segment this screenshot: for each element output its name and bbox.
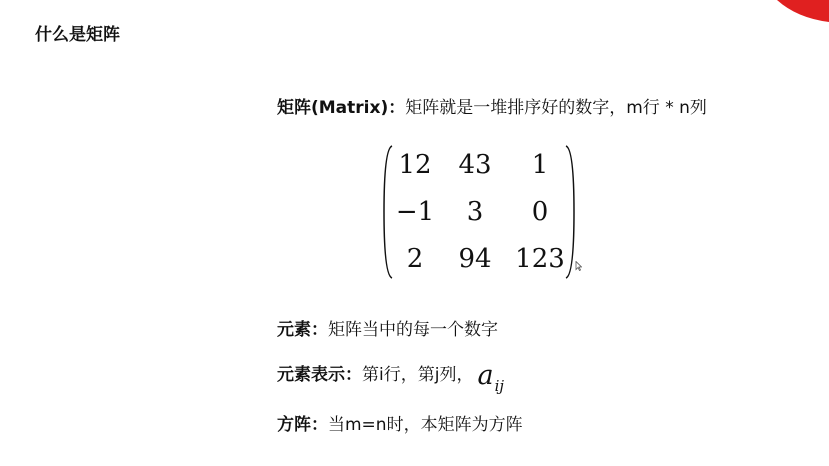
symbol-base: a [477, 360, 494, 391]
matrix-cell: 1 [531, 150, 549, 180]
element-term: 元素： [277, 320, 328, 340]
definition-term: 矩阵(Matrix)： [277, 98, 406, 118]
matrix-definition [277, 93, 707, 118]
page-title: 什么是矩阵 [35, 25, 120, 45]
matrix-cell: −1 [395, 197, 435, 227]
square-text: 当m=n时，本矩阵为方阵 [328, 415, 523, 435]
matrix-cell: 123 [515, 244, 565, 274]
mouse-cursor-icon [575, 261, 582, 271]
element-notation [277, 360, 505, 395]
matrix-cell: 2 [406, 244, 424, 274]
matrix-cell: 94 [458, 244, 492, 274]
element-definition [277, 315, 498, 340]
element-symbol [477, 360, 505, 395]
symbol-subscript: ij [494, 377, 505, 395]
notation-term: 元素表示： [277, 365, 362, 385]
example-matrix [382, 145, 582, 281]
definition-text: 矩阵就是一堆排序好的数字，m行 * n列 [405, 98, 707, 118]
matrix-cell: 43 [458, 150, 492, 180]
square-matrix-definition [277, 410, 523, 435]
matrix-cell: 0 [531, 197, 549, 227]
element-text: 矩阵当中的每一个数字 [328, 320, 498, 340]
notation-text: 第i行，第j列， [362, 365, 474, 385]
square-term: 方阵： [277, 415, 328, 435]
matrix-right-bracket [564, 145, 576, 279]
matrix-cell: 3 [466, 197, 484, 227]
corner-accent-shape [769, 0, 829, 26]
matrix-cell: 12 [398, 150, 432, 180]
